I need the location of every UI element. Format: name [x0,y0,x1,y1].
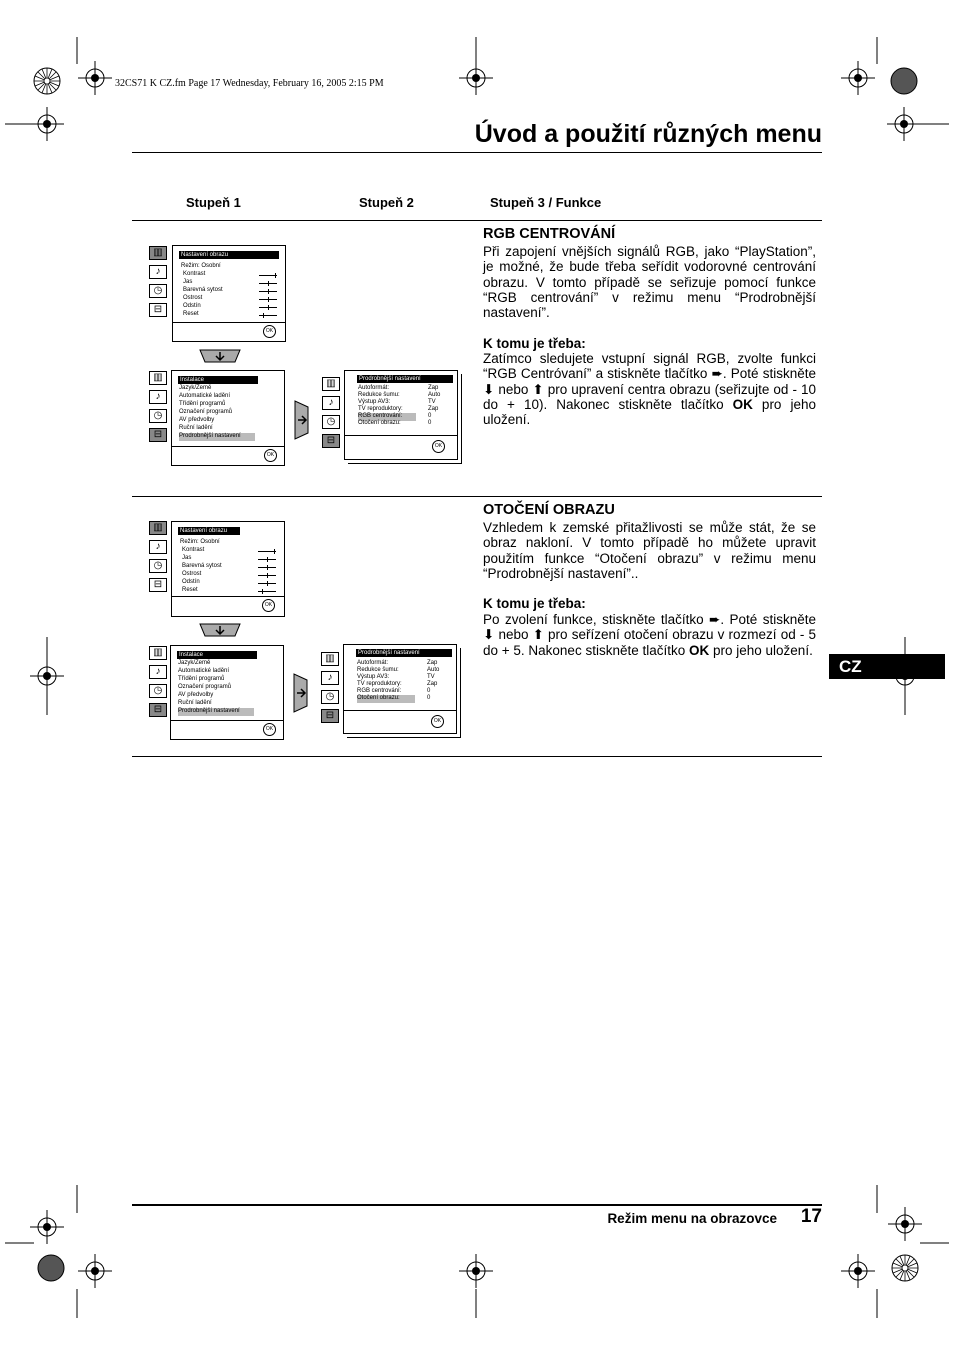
menu-item: Prodrobnější nastavení [179,433,255,441]
menu-value: TV [428,399,436,405]
music-note-icon: ♪ [149,540,167,554]
menu-value: Zap [428,385,439,391]
menu-value: 0 [428,413,432,419]
installation-menu [170,645,284,740]
clock-icon: ◷ [149,284,167,298]
clock-icon: ◷ [149,559,167,573]
slider [259,283,277,284]
slider [259,275,277,276]
picture-menu [171,521,285,617]
menu-item: Odstín [183,303,201,309]
menu-value: 0 [427,688,431,694]
menu-icons [321,652,341,728]
language-tab: CZ [829,654,945,679]
menu-item: RGB centrování: [358,413,416,421]
menu-item: Ostrost [183,295,203,301]
menu-icons [149,646,169,722]
menu-item: Výstup AV3: [358,399,391,405]
up-arrow-icon: ⬆ [532,381,544,397]
menu-item: TV reproduktory: [357,681,402,687]
columns-rule [132,220,822,221]
menu-item: Odstín [182,579,200,585]
page-number: 17 [800,1206,822,1227]
menu-item: Režim: Osobní [181,263,221,269]
right-arrow-icon [292,671,310,715]
menu-value: Zap [427,660,438,666]
toolbox-icon: ⊟ [149,703,167,717]
menu-value: TV [427,674,435,680]
menu-item: Barevná sytost [182,563,222,569]
slider [258,551,276,552]
tv-picture-icon: ▥ [149,521,167,535]
ok-icon: OK [263,723,276,736]
section2-steps: Po zvolení funkce, stiskněte tlačítko ➨. Poté stiskněte ⬇ nebo ⬆ pro seřízení otočení obrazu v rozmezí od - 5 do + 5. Nakonec stiskněte tlačítko OK pro jeho uložení. [483,612,816,658]
menu-item: Reset [183,311,199,317]
slider [259,299,277,300]
music-note-icon: ♪ [149,265,167,279]
file-meta: 32CS71 K CZ.fm Page 17 Wednesday, February 16, 2005 2:15 PM [115,78,384,89]
menu-value: Zap [427,681,438,687]
menu-item: Jas [183,279,193,285]
menu-value: 0 [428,420,432,426]
down-arrow-icon [197,348,243,364]
advanced-menu [343,644,457,734]
menu-item: Autoformát: [358,385,390,391]
up-arrow-icon: ⬆ [532,627,544,643]
menu-item: Výstup AV3: [357,674,390,680]
footer-rule [132,1204,822,1206]
slider [259,315,277,316]
menu-value: Auto [427,667,440,673]
menu-item: TV reproduktory: [358,406,403,412]
title-rule [132,152,822,153]
section2-intro: Vzhledem k zemské přitažlivosti se může stát, že se obraz nakloní. V tomto případě ho můžete upravit použitím funkce “Otočení obrazu” v režimu menu “Prodrobnější nastavení”.. [483,520,816,581]
menu-item: Redukce šumu: [357,667,399,673]
menu-item: Otočení obrazu: [357,695,415,703]
menu-item: Redukce šumu: [358,392,400,398]
menu-item: Automatické ladění [178,668,230,674]
menu-value: 0 [427,695,431,701]
section-divider [132,496,822,497]
menu-item: Kontrast [183,271,206,277]
menu-title: Nastavení obrazu [179,251,279,259]
menu-item: Barevná sytost [183,287,223,293]
menu-item: Prodrobnější nastavení [178,708,254,716]
ok-icon: OK [432,440,445,453]
menu-item: AV předvolby [178,692,214,698]
down-arrow-icon: ⬇ [483,381,495,397]
picture-menu [172,245,286,342]
ok-icon: OK [263,325,276,338]
menu-icons [149,246,169,322]
menu-item: Ruční ladění [179,425,213,431]
menu-item: Kontrast [182,547,205,553]
menu-item: RGB centrování: [357,688,402,694]
column-stupen1: Stupeň 1 [186,195,241,210]
right-arrow-icon: ➨ [709,612,721,627]
menu-item: Ruční ladění [178,700,212,706]
section2-subtitle: K tomu je třeba: [483,596,586,611]
tv-picture-icon: ▥ [321,652,339,666]
menu-item: Jas [182,555,192,561]
ok-icon: OK [262,599,275,612]
menu-item: AV předvolby [179,417,215,423]
music-note-icon: ♪ [149,390,167,404]
menu-item: Jazyk/Země [178,660,211,666]
slider [258,583,276,584]
slider [258,591,276,592]
slider [258,559,276,560]
clock-icon: ◷ [149,684,167,698]
menu-item: Autoformát: [357,660,389,666]
tv-picture-icon: ▥ [149,646,167,660]
music-note-icon: ♪ [321,671,339,685]
footer-title: Režim menu na obrazovce [607,1211,777,1226]
section-divider [132,756,822,757]
menu-item: Třídění programů [179,401,226,407]
tv-picture-icon: ▥ [322,377,340,391]
down-arrow-icon [197,622,243,638]
menu-title: Nastavení obrazu [178,527,240,535]
menu-item: Ostrost [182,571,202,577]
toolbox-icon: ⊟ [149,578,167,592]
music-note-icon: ♪ [322,396,340,410]
menu-icons [149,521,169,597]
tv-picture-icon: ▥ [149,246,167,260]
menu-icons [322,377,342,453]
tv-picture-icon: ▥ [149,371,167,385]
menu-value: Auto [428,392,441,398]
menu-title: Instalace [178,376,258,384]
slider [258,575,276,576]
down-arrow-icon: ⬇ [483,627,495,643]
page-title: Úvod a použití různých menu [474,120,822,148]
ok-icon: OK [431,715,444,728]
section1-title: RGB CENTROVÁNÍ [483,226,616,242]
menu-item: Režim: Osobní [180,539,220,545]
menu-value: Zap [428,406,439,412]
menu-item: Označení programů [178,684,232,690]
menu-title: Instalace [177,651,257,659]
clock-icon: ◷ [322,415,340,429]
menu-item: Jazyk/Země [179,385,212,391]
column-stupen2: Stupeň 2 [359,195,414,210]
slider [258,567,276,568]
right-arrow-icon [293,398,311,442]
right-arrow-icon: ➨ [711,366,723,382]
clock-icon: ◷ [321,690,339,704]
section1-intro: Při zapojení vnějších signálů RGB, jako “PlayStation”, je možné, že bude třeba seřídit vodorovné centrování obrazu. V tomto případě se seřizuje pomocí funkce “RGB centrování” v režimu menu “Prodrobnější nastavení”. [483,244,816,321]
menu-item: Označení programů [179,409,233,415]
slider [259,291,277,292]
toolbox-icon: ⊟ [322,434,340,448]
menu-item: Otočení obrazu: [358,420,401,426]
slider [259,307,277,308]
clock-icon: ◷ [149,409,167,423]
menu-item: Třídění programů [178,676,225,682]
toolbox-icon: ⊟ [149,303,167,317]
music-note-icon: ♪ [149,665,167,679]
menu-icons [149,371,169,447]
menu-title: Prodrobnější nastavení [356,649,452,657]
section2-title: OTOČENÍ OBRAZU [483,502,615,518]
toolbox-icon: ⊟ [321,709,339,723]
menu-title: Prodrobnější nastavení [357,375,453,383]
section1-subtitle: K tomu je třeba: [483,336,586,351]
installation-menu [171,370,285,466]
column-stupen3: Stupeň 3 / Funkce [490,195,602,210]
menu-item: Automatické ladění [179,393,231,399]
toolbox-icon: ⊟ [149,428,167,442]
section1-steps: Zatímco sledujete vstupní signál RGB, zvolte funkci “RGB Centróvaní” a stiskněte tlačítko ➨. Poté stiskněte ⬇ nebo ⬆ pro upravení centra obrazu (seřizujte od - 10 do + 10). Nakonec stiskněte tlačítko OK pro jeho uložení. [483,351,816,428]
menu-item: Reset [182,587,198,593]
advanced-menu [344,370,458,460]
ok-icon: OK [264,449,277,462]
